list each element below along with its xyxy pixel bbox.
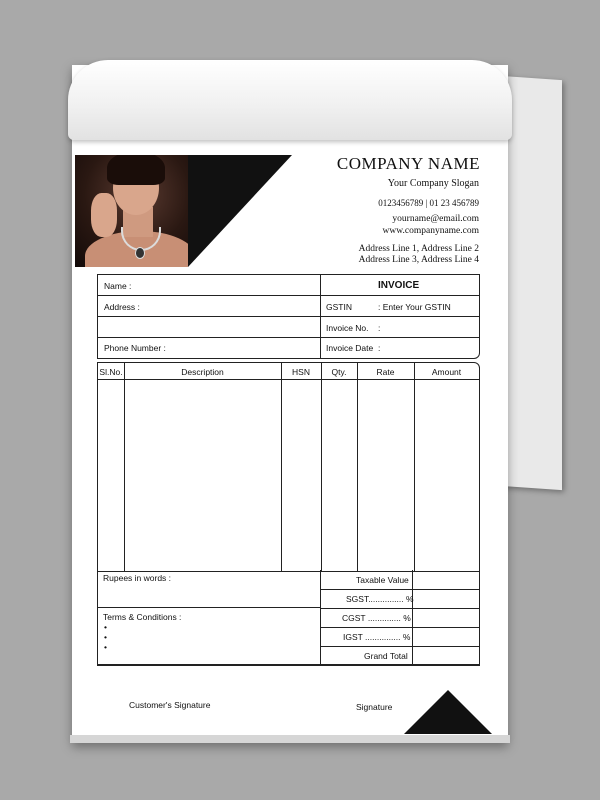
total-line — [320, 627, 479, 628]
col-description: Description — [181, 367, 224, 377]
company-phone: 0123456789 | 01 23 456789 — [378, 198, 479, 208]
signature-label: Signature — [356, 702, 393, 712]
terms-label: Terms & Conditions : — [103, 612, 182, 622]
total-line — [320, 589, 479, 590]
table-header — [98, 363, 479, 380]
sgst-label: SGST............... % — [346, 594, 414, 604]
totals-section — [97, 570, 480, 666]
customer-signature: Customer's Signature — [129, 700, 211, 710]
pad-binding — [68, 60, 512, 140]
igst-label: IGST ............... % — [343, 632, 411, 642]
col-hsn: HSN — [292, 367, 310, 377]
invoice-date-colon[interactable]: : — [378, 343, 381, 353]
cgst-label: CGST .............. % — [342, 613, 411, 623]
company-website: www.companyname.com — [382, 226, 479, 236]
col-amount: Amount — [431, 367, 462, 377]
signature-triangle — [404, 690, 492, 734]
foot-divider — [320, 570, 321, 665]
col-line — [124, 363, 125, 571]
col-line — [281, 363, 282, 571]
invoice-no-label: Invoice No. — [326, 323, 369, 333]
total-line — [98, 664, 479, 665]
model-photo — [75, 155, 188, 267]
address-label: Address : — [104, 302, 140, 312]
row-phone — [98, 337, 479, 357]
total-line — [320, 608, 479, 609]
company-slogan: Your Company Slogan — [387, 178, 479, 189]
col-slno: Sl.No. — [99, 367, 123, 377]
term-bullet: • — [104, 622, 107, 632]
term-bullet: • — [104, 632, 107, 642]
rupees-label: Rupees in words : — [103, 573, 172, 583]
address-line-2: Address Line 3, Address Line 4 — [358, 255, 479, 265]
pad-edge — [70, 735, 510, 743]
term-bullet: • — [104, 642, 107, 652]
company-name: COMPANY NAME — [336, 154, 480, 173]
address-line-1: Address Line 1, Address Line 2 — [358, 244, 479, 254]
header-triangle — [188, 155, 292, 267]
total-line — [320, 646, 479, 647]
row-invoice-no — [98, 317, 479, 338]
taxable-value-label: Taxable Value — [356, 575, 409, 585]
invoice-info — [97, 274, 480, 359]
phone-label: Phone Number : — [104, 343, 166, 353]
grand-total-label: Grand Total — [364, 651, 408, 661]
company-email: yourname@email.com — [392, 214, 479, 224]
col-rate: Rate — [376, 367, 395, 377]
col-line — [321, 363, 322, 571]
items-table — [97, 362, 480, 572]
invoice-date-label: Invoice Date — [326, 343, 374, 353]
foot-divider-2 — [412, 570, 413, 665]
invoice-title: INVOICE — [378, 280, 420, 291]
col-qty: Qty. — [331, 367, 347, 377]
rupees-divider — [98, 607, 320, 608]
invoice-no-colon[interactable]: : — [378, 323, 381, 333]
gstin-label: GSTIN — [326, 302, 352, 312]
col-line — [357, 363, 358, 571]
col-line — [414, 363, 415, 571]
gstin-value[interactable]: : Enter Your GSTIN — [378, 302, 451, 312]
name-label: Name : — [104, 281, 132, 291]
row-name — [98, 275, 479, 296]
row-address — [98, 296, 479, 317]
